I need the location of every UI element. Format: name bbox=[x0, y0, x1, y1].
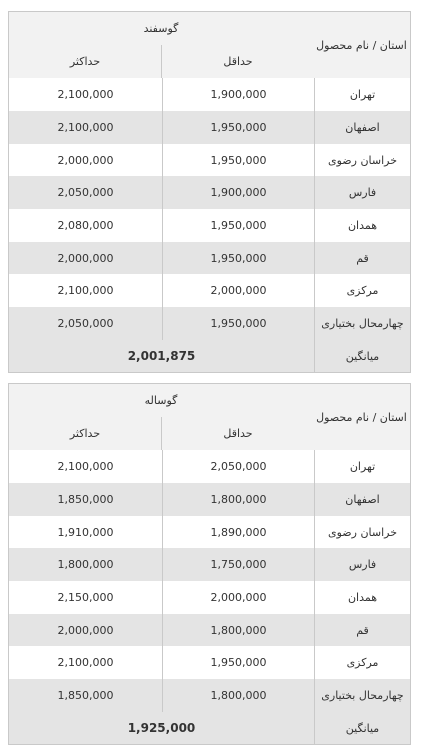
province-cell: خراسان رضوی bbox=[314, 516, 410, 548]
min-price-cell: 1,950,000 bbox=[162, 242, 314, 274]
product-group-header: گوسفند bbox=[9, 12, 313, 46]
min-price-header: حداقل bbox=[161, 417, 314, 450]
province-product-header: استان / نام محصول bbox=[312, 12, 410, 78]
min-price-cell: 1,750,000 bbox=[162, 548, 314, 581]
province-cell: اصفهان bbox=[314, 111, 410, 144]
min-price-cell: 2,000,000 bbox=[162, 274, 314, 307]
max-price-cell: 2,050,000 bbox=[57, 317, 114, 330]
max-price-cell: 1,850,000 bbox=[57, 689, 114, 702]
province-cell: فارس bbox=[314, 176, 410, 209]
table-row bbox=[9, 176, 410, 209]
province-cell: مرکزی bbox=[314, 274, 410, 307]
max-price-cell: 2,000,000 bbox=[57, 251, 114, 265]
table-row bbox=[9, 242, 410, 274]
province-cell: فارس bbox=[314, 548, 410, 581]
province-cell: خراسان رضوی bbox=[314, 144, 410, 176]
calf-price-table bbox=[8, 383, 411, 745]
max-price-cell: 2,100,000 bbox=[57, 121, 114, 134]
province-cell: تهران bbox=[314, 78, 410, 111]
max-price-cell: 2,150,000 bbox=[57, 591, 114, 604]
max-price-cell: 2,100,000 bbox=[57, 88, 114, 101]
min-price-cell: 1,950,000 bbox=[162, 307, 314, 340]
table-row bbox=[9, 111, 410, 144]
province-cell: اصفهان bbox=[314, 483, 410, 516]
average-row bbox=[9, 712, 410, 744]
table-row bbox=[9, 548, 410, 581]
province-cell: چهارمحال بختیاری bbox=[314, 679, 410, 712]
province-cell: تهران bbox=[314, 450, 410, 483]
min-price-cell: 1,900,000 bbox=[162, 78, 314, 111]
average-label: میانگین bbox=[314, 712, 410, 744]
table-row bbox=[9, 679, 410, 712]
average-value: 1,925,000 bbox=[127, 721, 196, 735]
table-row bbox=[9, 483, 410, 516]
min-price-cell: 1,950,000 bbox=[162, 646, 314, 679]
max-price-cell: 1,800,000 bbox=[57, 558, 114, 571]
max-price-cell: 2,100,000 bbox=[57, 284, 114, 297]
min-price-cell: 1,800,000 bbox=[162, 614, 314, 646]
average-label: میانگین bbox=[314, 340, 410, 372]
table-row bbox=[9, 450, 410, 483]
max-price-cell: 2,100,000 bbox=[57, 460, 114, 473]
min-price-cell: 1,890,000 bbox=[162, 516, 314, 548]
table-row bbox=[9, 614, 410, 646]
max-price-cell: 1,850,000 bbox=[57, 493, 114, 506]
table-row bbox=[9, 274, 410, 307]
product-group-header: گوساله bbox=[9, 384, 313, 418]
min-price-cell: 1,900,000 bbox=[162, 176, 314, 209]
max-price-cell: 2,080,000 bbox=[57, 219, 114, 232]
table-row bbox=[9, 646, 410, 679]
min-price-cell: 1,950,000 bbox=[162, 144, 314, 176]
min-price-header: حداقل bbox=[161, 45, 314, 78]
table-row bbox=[9, 516, 410, 548]
province-cell: چهارمحال بختیاری bbox=[314, 307, 410, 340]
province-cell: قم bbox=[314, 614, 410, 646]
max-price-cell: 2,100,000 bbox=[57, 656, 114, 669]
table-row bbox=[9, 78, 410, 111]
sheep-price-table bbox=[8, 11, 411, 373]
max-price-cell: 2,000,000 bbox=[57, 623, 114, 637]
province-cell: قم bbox=[314, 242, 410, 274]
table-row bbox=[9, 581, 410, 614]
table-row bbox=[9, 307, 410, 340]
max-price-header: حداکثر bbox=[9, 45, 161, 78]
table-row bbox=[9, 209, 410, 242]
min-price-cell: 1,950,000 bbox=[162, 209, 314, 242]
table-row bbox=[9, 144, 410, 176]
max-price-header: حداکثر bbox=[9, 417, 161, 450]
min-price-cell: 2,050,000 bbox=[162, 450, 314, 483]
average-value: 2,001,875 bbox=[127, 349, 196, 363]
average-row bbox=[9, 340, 410, 372]
min-price-cell: 1,800,000 bbox=[162, 483, 314, 516]
province-cell: همدان bbox=[314, 581, 410, 614]
province-cell: مرکزی bbox=[314, 646, 410, 679]
province-product-header: استان / نام محصول bbox=[312, 384, 410, 450]
max-price-cell: 2,000,000 bbox=[57, 153, 114, 167]
max-price-cell: 1,910,000 bbox=[57, 525, 114, 539]
min-price-cell: 1,800,000 bbox=[162, 679, 314, 712]
min-price-cell: 1,950,000 bbox=[162, 111, 314, 144]
max-price-cell: 2,050,000 bbox=[57, 186, 114, 199]
province-cell: همدان bbox=[314, 209, 410, 242]
min-price-cell: 2,000,000 bbox=[162, 581, 314, 614]
